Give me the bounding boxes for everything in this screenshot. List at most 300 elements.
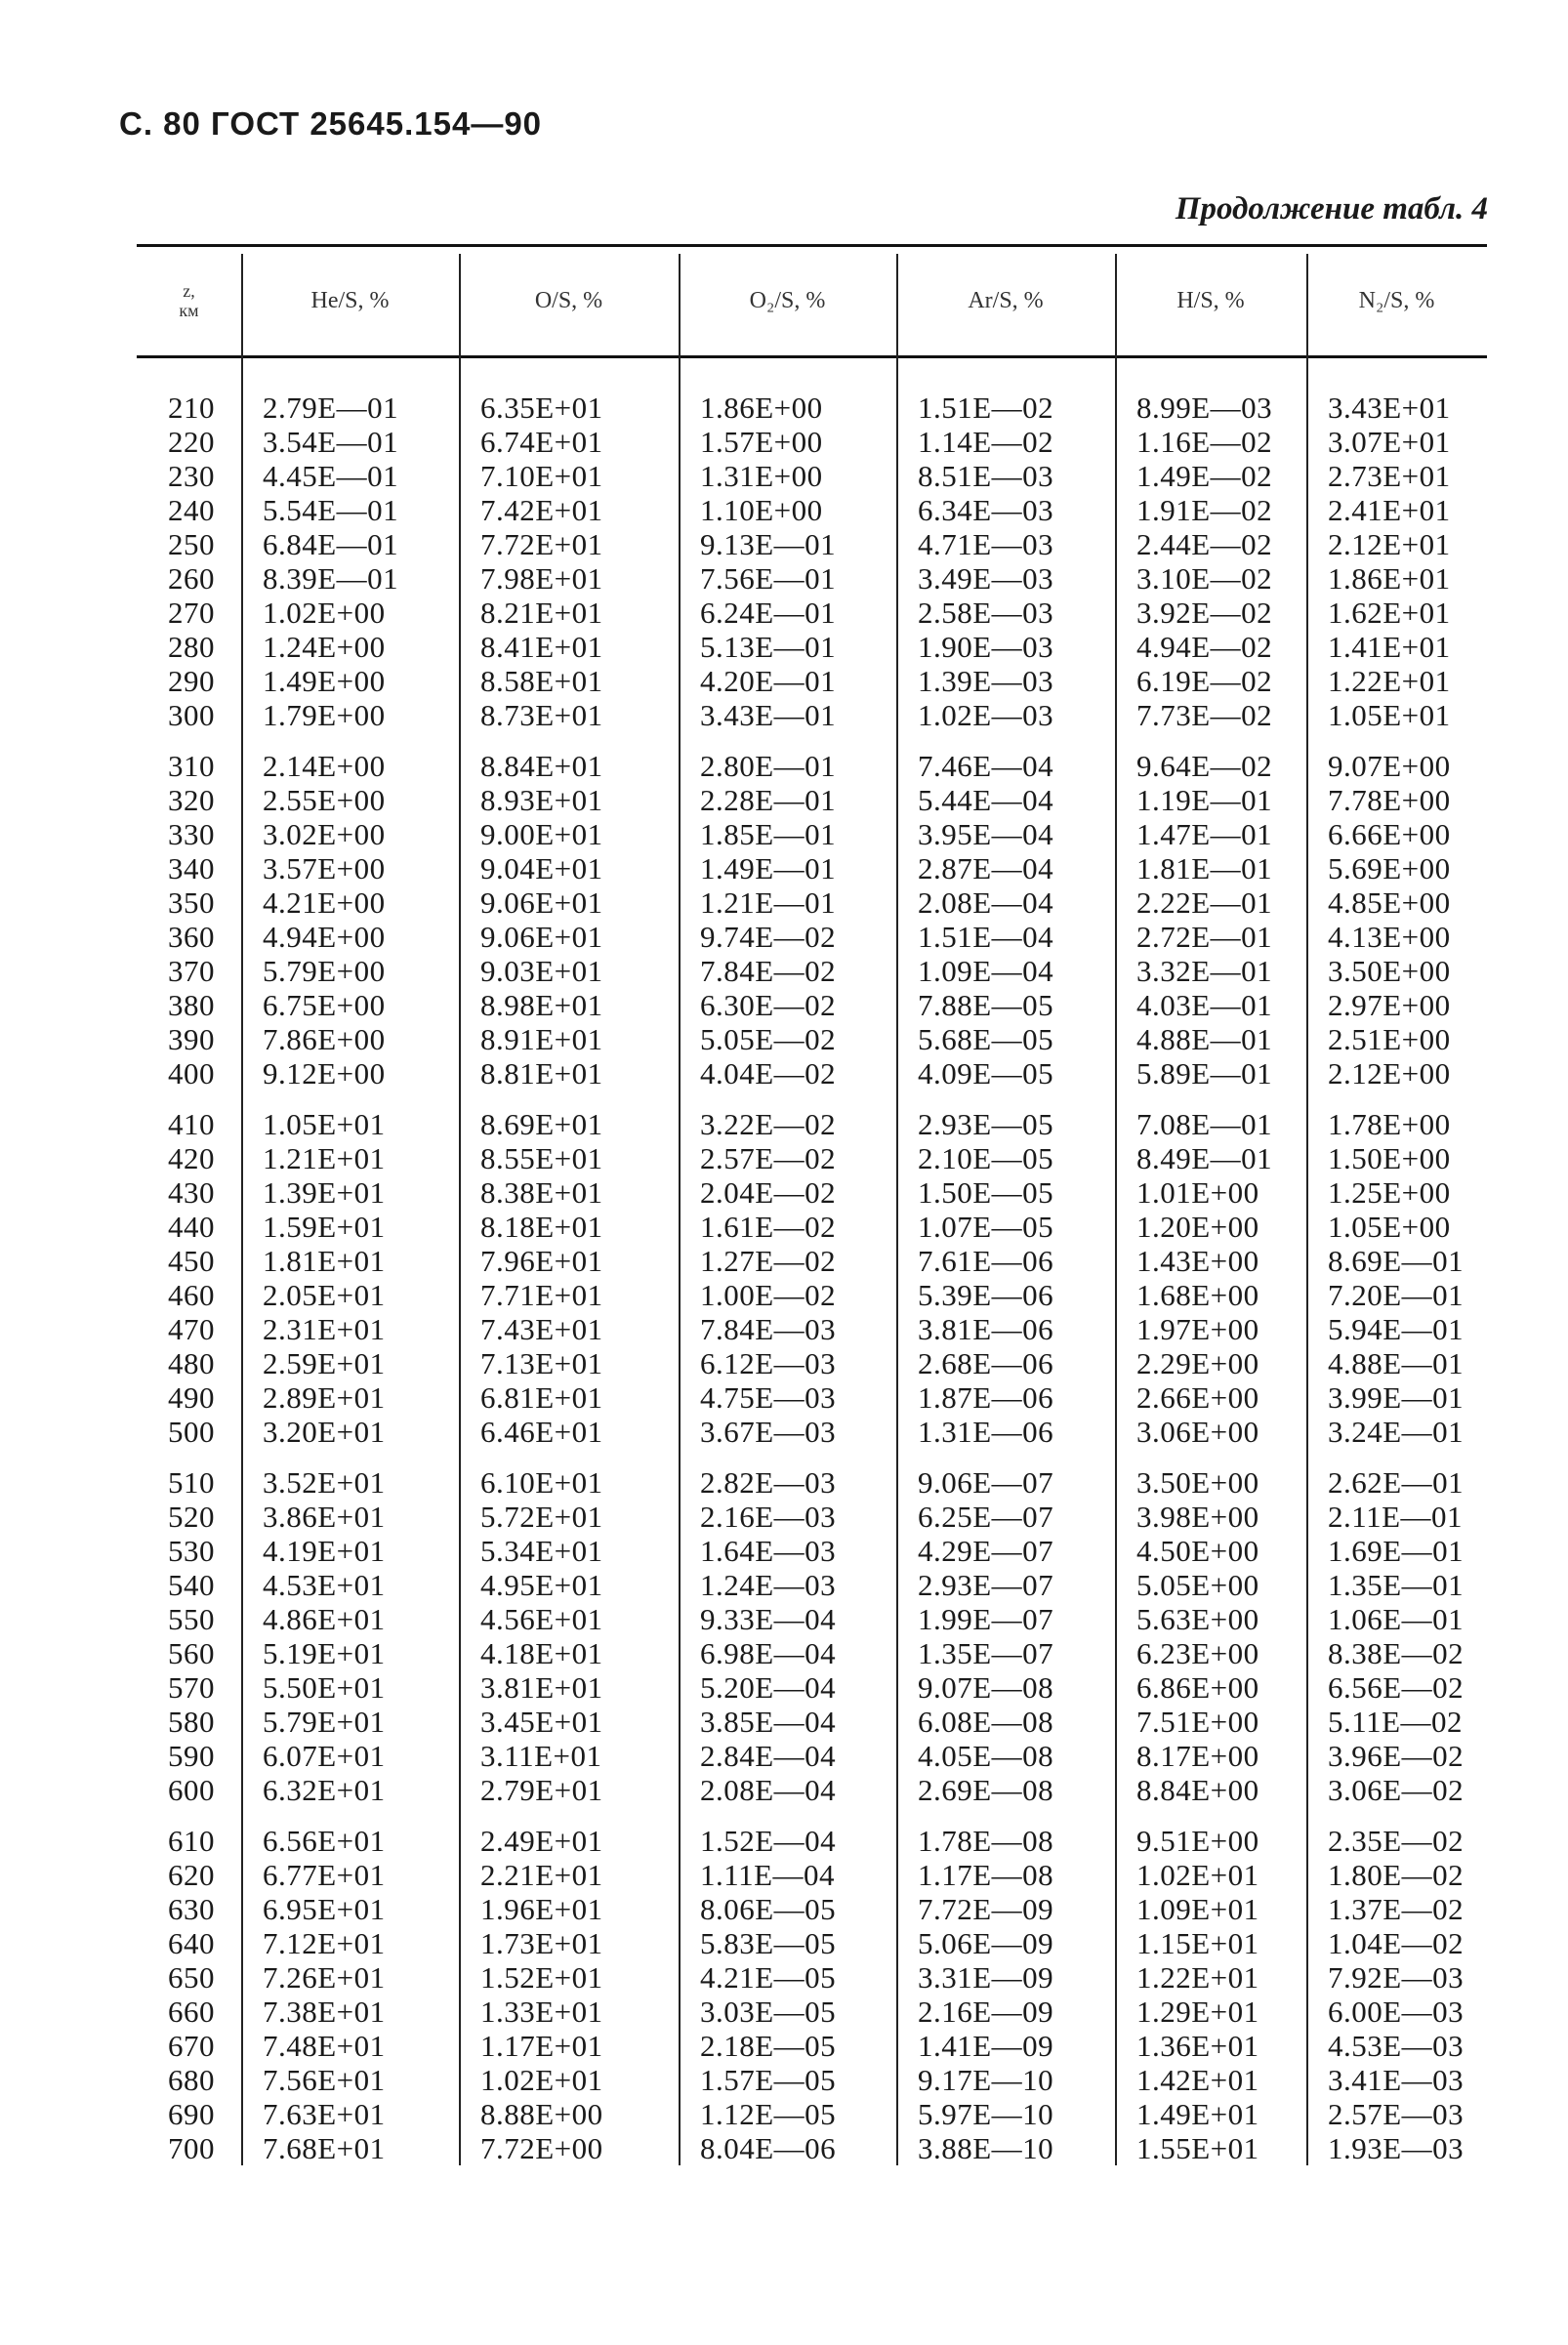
cell-value: 2.93E—07 (918, 1568, 1054, 1602)
cell-altitude: 490 (168, 1380, 215, 1415)
table-row (137, 527, 1487, 561)
cell-altitude: 380 (168, 988, 215, 1022)
cell-altitude: 360 (168, 920, 215, 954)
table-header-rule (137, 355, 1487, 358)
cell-value: 9.06E+01 (480, 920, 603, 954)
cell-value: 4.53E—03 (1328, 2029, 1465, 2063)
cell-value: 2.12E+01 (1328, 527, 1451, 561)
table-row (137, 1312, 1487, 1346)
cell-value: 3.06E+00 (1136, 1415, 1259, 1449)
cell-value: 9.07E—08 (918, 1670, 1054, 1705)
cell-value: 8.84E+00 (1136, 1773, 1259, 1807)
cell-value: 1.09E+01 (1136, 1892, 1259, 1926)
cell-value: 1.49E—01 (700, 851, 837, 885)
cell-value: 4.45E—01 (263, 459, 399, 493)
cell-value: 3.54E—01 (263, 425, 399, 459)
cell-value: 4.04E—02 (700, 1056, 837, 1090)
cell-value: 1.99E—07 (918, 1602, 1054, 1636)
table-row (137, 1705, 1487, 1739)
table-header-row (137, 244, 1487, 357)
cell-altitude: 210 (168, 391, 215, 425)
cell-value: 8.69E+01 (480, 1107, 603, 1141)
cell-value: 3.52E+01 (263, 1465, 386, 1500)
cell-value: 6.30E—02 (700, 988, 837, 1022)
cell-altitude: 350 (168, 885, 215, 920)
cell-altitude: 410 (168, 1107, 215, 1141)
cell-value: 1.39E—03 (918, 664, 1054, 698)
table-row (137, 391, 1487, 425)
cell-value: 1.59E+01 (263, 1210, 386, 1244)
cell-value: 1.02E+00 (263, 596, 386, 630)
cell-value: 1.09E—04 (918, 954, 1054, 988)
table-row (137, 988, 1487, 1022)
cell-value: 1.49E+00 (263, 664, 386, 698)
table-row (137, 1465, 1487, 1500)
cell-value: 1.31E+00 (700, 459, 823, 493)
cell-altitude: 270 (168, 596, 215, 630)
cell-altitude: 480 (168, 1346, 215, 1380)
cell-value: 3.31E—09 (918, 1960, 1054, 1995)
cell-value: 2.49E+01 (480, 1824, 603, 1858)
cell-value: 7.10E+01 (480, 459, 603, 493)
table-row (137, 1636, 1487, 1670)
column-divider (459, 254, 461, 2165)
cell-value: 6.66E+00 (1328, 817, 1451, 851)
cell-altitude: 530 (168, 1534, 215, 1568)
cell-value: 2.89E+01 (263, 1380, 386, 1415)
cell-value: 1.52E—04 (700, 1824, 837, 1858)
document-code: ГОСТ 25645.154—90 (211, 105, 543, 142)
cell-value: 1.87E—06 (918, 1380, 1054, 1415)
cell-value: 1.15E+01 (1136, 1926, 1259, 1960)
cell-value: 6.24E—01 (700, 596, 837, 630)
cell-value: 7.12E+01 (263, 1926, 386, 1960)
cell-value: 6.32E+01 (263, 1773, 386, 1807)
column-header: O/S, % (534, 287, 603, 313)
cell-value: 7.84E—02 (700, 954, 837, 988)
cell-altitude: 260 (168, 561, 215, 596)
cell-value: 3.81E+01 (480, 1670, 603, 1705)
cell-value: 3.50E+00 (1136, 1465, 1259, 1500)
cell-value: 5.34E+01 (480, 1534, 603, 1568)
cell-value: 7.84E—03 (700, 1312, 837, 1346)
cell-value: 1.73E+01 (480, 1926, 603, 1960)
cell-value: 3.88E—10 (918, 2131, 1054, 2165)
cell-value: 1.78E+00 (1328, 1107, 1451, 1141)
cell-value: 7.43E+01 (480, 1312, 603, 1346)
table-row (137, 1380, 1487, 1415)
cell-value: 1.05E+01 (1328, 698, 1451, 732)
page-header (119, 105, 542, 143)
cell-value: 6.95E+01 (263, 1892, 386, 1926)
cell-value: 5.13E—01 (700, 630, 837, 664)
cell-value: 6.56E—02 (1328, 1670, 1465, 1705)
cell-value: 1.20E+00 (1136, 1210, 1259, 1244)
table-row (137, 954, 1487, 988)
cell-value: 2.21E+01 (480, 1858, 603, 1892)
cell-value: 7.72E—09 (918, 1892, 1054, 1926)
cell-value: 6.08E—08 (918, 1705, 1054, 1739)
cell-value: 3.86E+01 (263, 1500, 386, 1534)
cell-value: 1.22E+01 (1328, 664, 1451, 698)
cell-value: 1.27E—02 (700, 1244, 837, 1278)
cell-value: 6.77E+01 (263, 1858, 386, 1892)
cell-value: 3.45E+01 (480, 1705, 603, 1739)
cell-value: 3.85E—04 (700, 1705, 837, 1739)
cell-value: 3.20E+01 (263, 1415, 386, 1449)
cell-altitude: 610 (168, 1824, 215, 1858)
cell-value: 3.07E+01 (1328, 425, 1451, 459)
cell-value: 1.02E+01 (1136, 1858, 1259, 1892)
cell-value: 3.96E—02 (1328, 1739, 1465, 1773)
cell-value: 1.36E+01 (1136, 2029, 1259, 2063)
cell-value: 5.97E—10 (918, 2097, 1054, 2131)
column-divider (1115, 254, 1117, 2165)
cell-value: 1.04E—02 (1328, 1926, 1465, 1960)
cell-value: 7.42E+01 (480, 493, 603, 527)
cell-altitude: 600 (168, 1773, 215, 1807)
column-header: He/S, % (310, 287, 390, 313)
cell-value: 4.13E+00 (1328, 920, 1451, 954)
cell-value: 1.33E+01 (480, 1995, 603, 2029)
cell-value: 6.75E+00 (263, 988, 386, 1022)
cell-value: 5.83E—05 (700, 1926, 837, 1960)
cell-value: 1.78E—08 (918, 1824, 1054, 1858)
cell-altitude: 310 (168, 749, 215, 783)
cell-value: 6.12E—03 (700, 1346, 837, 1380)
cell-altitude: 460 (168, 1278, 215, 1312)
cell-value: 1.17E+01 (480, 2029, 603, 2063)
cell-value: 1.11E—04 (700, 1858, 836, 1892)
cell-altitude: 320 (168, 783, 215, 817)
table-row (137, 698, 1487, 732)
table-row (137, 1210, 1487, 1244)
cell-value: 2.73E+01 (1328, 459, 1451, 493)
cell-value: 5.63E+00 (1136, 1602, 1259, 1636)
cell-value: 2.66E+00 (1136, 1380, 1259, 1415)
cell-value: 8.41E+01 (480, 630, 603, 664)
cell-value: 5.69E+00 (1328, 851, 1451, 885)
cell-value: 9.04E+01 (480, 851, 603, 885)
table-row (137, 2097, 1487, 2131)
row-group (137, 391, 1487, 732)
cell-value: 1.85E—01 (700, 817, 837, 851)
cell-value: 1.25E+00 (1328, 1175, 1451, 1210)
cell-value: 6.35E+01 (480, 391, 603, 425)
column-header: O₂/S, % (749, 287, 826, 313)
table-row (137, 1739, 1487, 1773)
cell-value: 1.55E+01 (1136, 2131, 1259, 2165)
table-row (137, 1995, 1487, 2029)
cell-altitude: 300 (168, 698, 215, 732)
cell-value: 9.17E—10 (918, 2063, 1054, 2097)
cell-value: 7.72E+01 (480, 527, 603, 561)
cell-altitude: 470 (168, 1312, 215, 1346)
cell-value: 1.81E+01 (263, 1244, 386, 1278)
table-row (137, 2131, 1487, 2165)
cell-value: 3.57E+00 (263, 851, 386, 885)
cell-value: 3.43E+01 (1328, 391, 1451, 425)
cell-value: 2.44E—02 (1136, 527, 1273, 561)
cell-value: 7.78E+00 (1328, 783, 1451, 817)
cell-value: 1.02E+01 (480, 2063, 603, 2097)
cell-value: 3.41E—03 (1328, 2063, 1465, 2097)
cell-value: 4.50E+00 (1136, 1534, 1259, 1568)
cell-value: 1.97E+00 (1136, 1312, 1259, 1346)
cell-value: 6.19E—02 (1136, 664, 1273, 698)
cell-value: 5.79E+00 (263, 954, 386, 988)
table-row (137, 561, 1487, 596)
cell-value: 1.19E—01 (1136, 783, 1273, 817)
cell-value: 1.14E—02 (918, 425, 1054, 459)
cell-value: 8.88E+00 (480, 2097, 603, 2131)
cell-value: 3.92E—02 (1136, 596, 1273, 630)
table-row (137, 817, 1487, 851)
cell-altitude: 430 (168, 1175, 215, 1210)
table-row (137, 1858, 1487, 1892)
cell-altitude: 570 (168, 1670, 215, 1705)
table-row (137, 2063, 1487, 2097)
cell-value: 4.20E—01 (700, 664, 837, 698)
cell-value: 4.88E—01 (1328, 1346, 1465, 1380)
cell-value: 2.14E+00 (263, 749, 386, 783)
cell-value: 2.28E—01 (700, 783, 837, 817)
table-row (137, 1175, 1487, 1210)
cell-altitude: 370 (168, 954, 215, 988)
cell-value: 6.74E+01 (480, 425, 603, 459)
cell-value: 2.62E—01 (1328, 1465, 1465, 1500)
column-header: H/S, % (1176, 287, 1245, 313)
cell-value: 2.93E—05 (918, 1107, 1054, 1141)
cell-value: 1.49E+01 (1136, 2097, 1259, 2131)
cell-value: 7.38E+01 (263, 1995, 386, 2029)
cell-value: 7.56E+01 (263, 2063, 386, 2097)
cell-altitude: 700 (168, 2131, 215, 2165)
table-row (137, 425, 1487, 459)
cell-value: 4.21E+00 (263, 885, 386, 920)
cell-value: 1.50E—05 (918, 1175, 1054, 1210)
cell-value: 3.95E—04 (918, 817, 1054, 851)
cell-value: 1.90E—03 (918, 630, 1054, 664)
cell-value: 2.41E+01 (1328, 493, 1451, 527)
cell-value: 9.12E+00 (263, 1056, 386, 1090)
cell-value: 1.86E+00 (700, 391, 823, 425)
cell-value: 4.18E+01 (480, 1636, 603, 1670)
table-row (137, 1534, 1487, 1568)
cell-value: 5.89E—01 (1136, 1056, 1273, 1090)
cell-altitude: 450 (168, 1244, 215, 1278)
cell-value: 4.05E—08 (918, 1739, 1054, 1773)
cell-value: 7.56E—01 (700, 561, 837, 596)
cell-value: 2.79E+01 (480, 1773, 603, 1807)
cell-value: 9.51E+00 (1136, 1824, 1259, 1858)
cell-value: 1.50E+00 (1328, 1141, 1451, 1175)
cell-value: 1.64E—03 (700, 1534, 837, 1568)
cell-value: 5.11E—02 (1328, 1705, 1464, 1739)
cell-value: 5.19E+01 (263, 1636, 386, 1670)
cell-value: 1.16E—02 (1136, 425, 1273, 459)
cell-value: 1.24E+00 (263, 630, 386, 664)
cell-value: 2.16E—03 (700, 1500, 837, 1534)
cell-value: 2.80E—01 (700, 749, 837, 783)
cell-value: 5.79E+01 (263, 1705, 386, 1739)
cell-value: 2.29E+00 (1136, 1346, 1259, 1380)
cell-value: 1.96E+01 (480, 1892, 603, 1926)
cell-value: 1.52E+01 (480, 1960, 603, 1995)
cell-value: 3.06E—02 (1328, 1773, 1465, 1807)
cell-value: 2.31E+01 (263, 1312, 386, 1346)
cell-value: 2.87E—04 (918, 851, 1054, 885)
cell-value: 3.50E+00 (1328, 954, 1451, 988)
cell-altitude: 550 (168, 1602, 215, 1636)
cell-value: 8.06E—05 (700, 1892, 837, 1926)
cell-value: 5.05E—02 (700, 1022, 837, 1056)
cell-value: 1.51E—02 (918, 391, 1054, 425)
cell-value: 3.32E—01 (1136, 954, 1273, 988)
cell-value: 9.74E—02 (700, 920, 837, 954)
cell-value: 1.01E+00 (1136, 1175, 1259, 1210)
cell-value: 1.43E+00 (1136, 1244, 1259, 1278)
page-number: С. 80 (119, 105, 201, 142)
cell-value: 1.80E—02 (1328, 1858, 1465, 1892)
cell-value: 4.29E—07 (918, 1534, 1054, 1568)
cell-value: 7.96E+01 (480, 1244, 603, 1278)
cell-value: 6.00E—03 (1328, 1995, 1465, 2029)
table-row (137, 1926, 1487, 1960)
cell-value: 6.10E+01 (480, 1465, 603, 1500)
cell-value: 9.06E+01 (480, 885, 603, 920)
table-row (137, 1960, 1487, 1995)
cell-value: 1.21E+01 (263, 1141, 386, 1175)
column-header-z-unit: км (179, 301, 199, 320)
row-group (137, 1465, 1487, 1807)
cell-value: 9.13E—01 (700, 527, 837, 561)
cell-value: 8.51E—03 (918, 459, 1054, 493)
cell-value: 1.68E+00 (1136, 1278, 1259, 1312)
table-row (137, 1346, 1487, 1380)
cell-value: 1.81E—01 (1136, 851, 1273, 885)
cell-altitude: 560 (168, 1636, 215, 1670)
row-group (137, 1824, 1487, 2165)
cell-value: 9.00E+01 (480, 817, 603, 851)
cell-value: 8.69E—01 (1328, 1244, 1465, 1278)
cell-value: 1.51E—04 (918, 920, 1054, 954)
cell-altitude: 580 (168, 1705, 215, 1739)
cell-value: 2.11E—01 (1328, 1500, 1464, 1534)
table-row (137, 1568, 1487, 1602)
table-row (137, 1415, 1487, 1449)
cell-value: 2.08E—04 (918, 885, 1054, 920)
table-row (137, 885, 1487, 920)
cell-value: 4.86E+01 (263, 1602, 386, 1636)
cell-value: 7.73E—02 (1136, 698, 1273, 732)
cell-value: 2.57E—03 (1328, 2097, 1465, 2131)
cell-altitude: 650 (168, 1960, 215, 1995)
cell-value: 4.53E+01 (263, 1568, 386, 1602)
table-row (137, 749, 1487, 783)
table-row (137, 493, 1487, 527)
cell-value: 1.21E—01 (700, 885, 837, 920)
cell-value: 8.38E—02 (1328, 1636, 1465, 1670)
cell-value: 1.91E—02 (1136, 493, 1273, 527)
cell-value: 1.10E+00 (700, 493, 823, 527)
cell-value: 8.39E—01 (263, 561, 399, 596)
cell-altitude: 230 (168, 459, 215, 493)
cell-value: 8.18E+01 (480, 1210, 603, 1244)
cell-value: 8.98E+01 (480, 988, 603, 1022)
cell-value: 2.68E—06 (918, 1346, 1054, 1380)
row-group (137, 1107, 1487, 1449)
cell-altitude: 280 (168, 630, 215, 664)
cell-value: 8.93E+01 (480, 783, 603, 817)
cell-value: 1.31E—06 (918, 1415, 1054, 1449)
cell-value: 3.11E+01 (480, 1739, 602, 1773)
cell-value: 1.37E—02 (1328, 1892, 1465, 1926)
cell-value: 3.99E—01 (1328, 1380, 1465, 1415)
cell-value: 8.81E+01 (480, 1056, 603, 1090)
cell-value: 7.88E—05 (918, 988, 1054, 1022)
cell-altitude: 340 (168, 851, 215, 885)
table-row (137, 1141, 1487, 1175)
cell-value: 8.99E—03 (1136, 391, 1273, 425)
cell-value: 5.06E—09 (918, 1926, 1054, 1960)
cell-value: 2.08E—04 (700, 1773, 837, 1807)
cell-value: 2.82E—03 (700, 1465, 837, 1500)
cell-value: 4.19E+01 (263, 1534, 386, 1568)
cell-value: 6.34E—03 (918, 493, 1054, 527)
cell-value: 7.86E+00 (263, 1022, 386, 1056)
cell-value: 2.72E—01 (1136, 920, 1273, 954)
cell-altitude: 390 (168, 1022, 215, 1056)
cell-value: 4.71E—03 (918, 527, 1054, 561)
cell-value: 6.56E+01 (263, 1824, 386, 1858)
cell-value: 1.41E+01 (1328, 630, 1451, 664)
cell-value: 4.88E—01 (1136, 1022, 1273, 1056)
table-row (137, 459, 1487, 493)
cell-value: 1.24E—03 (700, 1568, 837, 1602)
cell-value: 4.56E+01 (480, 1602, 603, 1636)
cell-value: 2.69E—08 (918, 1773, 1054, 1807)
table-row (137, 1602, 1487, 1636)
cell-value: 3.98E+00 (1136, 1500, 1259, 1534)
cell-value: 5.94E—01 (1328, 1312, 1465, 1346)
cell-altitude: 590 (168, 1739, 215, 1773)
cell-value: 3.22E—02 (700, 1107, 837, 1141)
cell-value: 8.49E—01 (1136, 1141, 1273, 1175)
cell-value: 7.46E—04 (918, 749, 1054, 783)
cell-value: 2.51E+00 (1328, 1022, 1451, 1056)
cell-value: 6.81E+01 (480, 1380, 603, 1415)
cell-value: 9.64E—02 (1136, 749, 1273, 783)
cell-value: 7.51E+00 (1136, 1705, 1259, 1739)
table-row (137, 920, 1487, 954)
cell-value: 7.92E—03 (1328, 1960, 1465, 1995)
cell-value: 7.68E+01 (263, 2131, 386, 2165)
cell-value: 1.57E—05 (700, 2063, 837, 2097)
cell-altitude: 290 (168, 664, 215, 698)
cell-value: 1.12E—05 (700, 2097, 837, 2131)
cell-value: 7.20E—01 (1328, 1278, 1465, 1312)
table-row (137, 1824, 1487, 1858)
table-row (137, 851, 1487, 885)
cell-value: 8.21E+01 (480, 596, 603, 630)
cell-altitude: 660 (168, 1995, 215, 2029)
cell-value: 2.04E—02 (700, 1175, 837, 1210)
cell-value: 5.54E—01 (263, 493, 399, 527)
cell-value: 2.59E+01 (263, 1346, 386, 1380)
table-row (137, 1278, 1487, 1312)
cell-value: 7.13E+01 (480, 1346, 603, 1380)
